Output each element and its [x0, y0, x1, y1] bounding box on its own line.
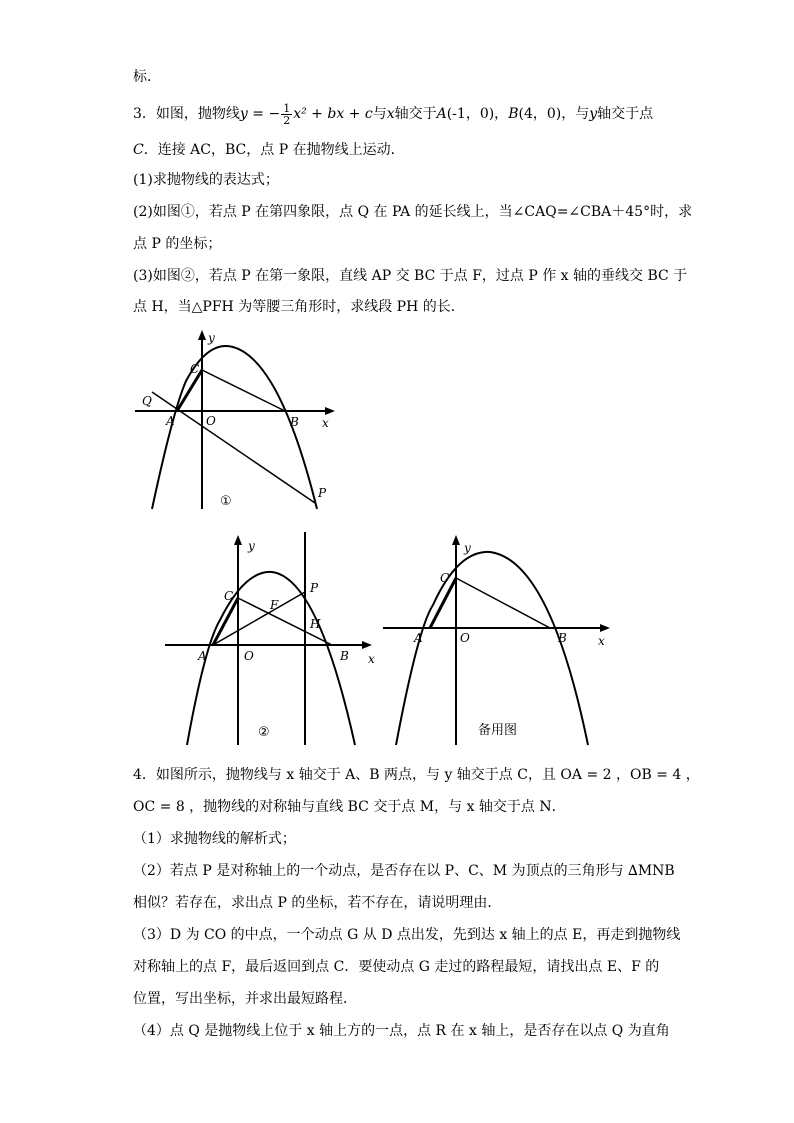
label-o: O — [206, 414, 216, 428]
segment-cb — [456, 578, 550, 628]
label-q: Q — [142, 394, 152, 408]
label-c: C — [190, 362, 200, 376]
x-axis-arrow — [362, 641, 372, 649]
q4-part-4: （4）点 Q 是抛物线上位于 x 轴上方的一点，点 R 在 x 轴上，是否存在以点 Q 为直角 — [133, 1023, 670, 1039]
q3-part-3: (3)如图②，若点 P 在第一象限，直线 AP 交 BC 于点 F，过点 P 作 x 轴的垂线交 BC 于 — [133, 268, 688, 284]
q4-part-3-cont-2: 位置，写出坐标，并求出最短路程． — [133, 991, 357, 1007]
q4-part-3-cont-1: 对称轴上的点 F，最后返回到点 C．要使动点 G 走过的路程最短，请找出点 E、F 的 — [133, 959, 660, 975]
label-p: P — [310, 581, 319, 595]
label-a: A — [166, 414, 175, 428]
q3-part-2: (2)如图①，若点 P 在第四象限，点 Q 在 PA 的延长线上，当∠CAQ=∠CBA＋45°时，求 — [133, 204, 693, 220]
text-line-1: 标． — [133, 69, 161, 85]
figure-3-caption: 备用图 — [478, 723, 518, 738]
segment-cb — [202, 370, 285, 411]
label-c: C — [224, 589, 234, 603]
line-qp — [152, 392, 315, 503]
label-h: H — [310, 617, 321, 631]
label-f: F — [270, 598, 279, 612]
label-o: O — [244, 649, 254, 663]
y-axis-arrow — [234, 535, 242, 545]
figure-1-caption: ① — [220, 494, 232, 509]
label-a: A — [198, 649, 207, 663]
label-y: y — [464, 541, 471, 555]
label-b: B — [340, 649, 349, 663]
label-c: C — [440, 571, 450, 585]
x-axis-arrow — [600, 624, 610, 632]
figure-3 — [378, 530, 618, 750]
q4-part-2-cont: 相似？若存在，求出点 P 的坐标，若不存在，请说明理由． — [133, 895, 502, 911]
label-p: P — [318, 486, 327, 500]
q4-line-2: OC = 8 ，抛物线的对称轴与直线 BC 交于点 M，与 x 轴交于点 N． — [133, 799, 566, 815]
y-axis-arrow — [452, 535, 460, 545]
x-axis-arrow — [325, 407, 335, 415]
q4-line-1: 4．如图所示，抛物线与 x 轴交于 A、B 两点，与 y 轴交于点 C，且 OA = 2 ，OB = 4 ， — [133, 767, 700, 783]
q3-line-1: 3．如图，抛物线y = − $\frac{1}{2}$ x² + bx + c与x轴交于A(-1，0)，B(4，0)，与y轴交于点 — [133, 101, 654, 127]
q3-part-1: (1)求抛物线的表达式； — [133, 172, 279, 188]
label-b: B — [290, 415, 299, 429]
label-x: x — [368, 652, 375, 666]
q3-line-2: C．连接 AC，BC，点 P 在抛物线上运动． — [133, 142, 405, 158]
parabola — [396, 552, 588, 745]
figure-2-caption: ② — [258, 725, 270, 740]
q3-part-2-cont: 点 P 的坐标； — [133, 236, 222, 252]
q4-part-3: （3）D 为 CO 的中点，一个动点 G 从 D 点出发，先到达 x 轴上的点 E，再走到抛物线 — [133, 927, 681, 943]
label-x: x — [322, 416, 329, 430]
label-x: x — [598, 634, 605, 648]
q4-part-2: （2）若点 P 是对称轴上的一个动点，是否存在以 P、C、M 为顶点的三角形与 ∆MNB — [133, 863, 675, 879]
figure-1 — [130, 325, 340, 515]
figure-2 — [160, 530, 380, 750]
fraction-one-half: $\frac{1}{2}$ — [283, 101, 291, 127]
label-o: O — [460, 631, 470, 645]
q3-part-3-cont: 点 H，当△PFH 为等腰三角形时，求线段 PH 的长． — [133, 299, 465, 315]
label-b: B — [558, 631, 567, 645]
label-y: y — [208, 331, 215, 345]
label-a: A — [414, 631, 423, 645]
q4-part-1: （1）求抛物线的解析式； — [133, 831, 296, 847]
y-axis-arrow — [198, 330, 206, 340]
label-y: y — [248, 539, 255, 553]
